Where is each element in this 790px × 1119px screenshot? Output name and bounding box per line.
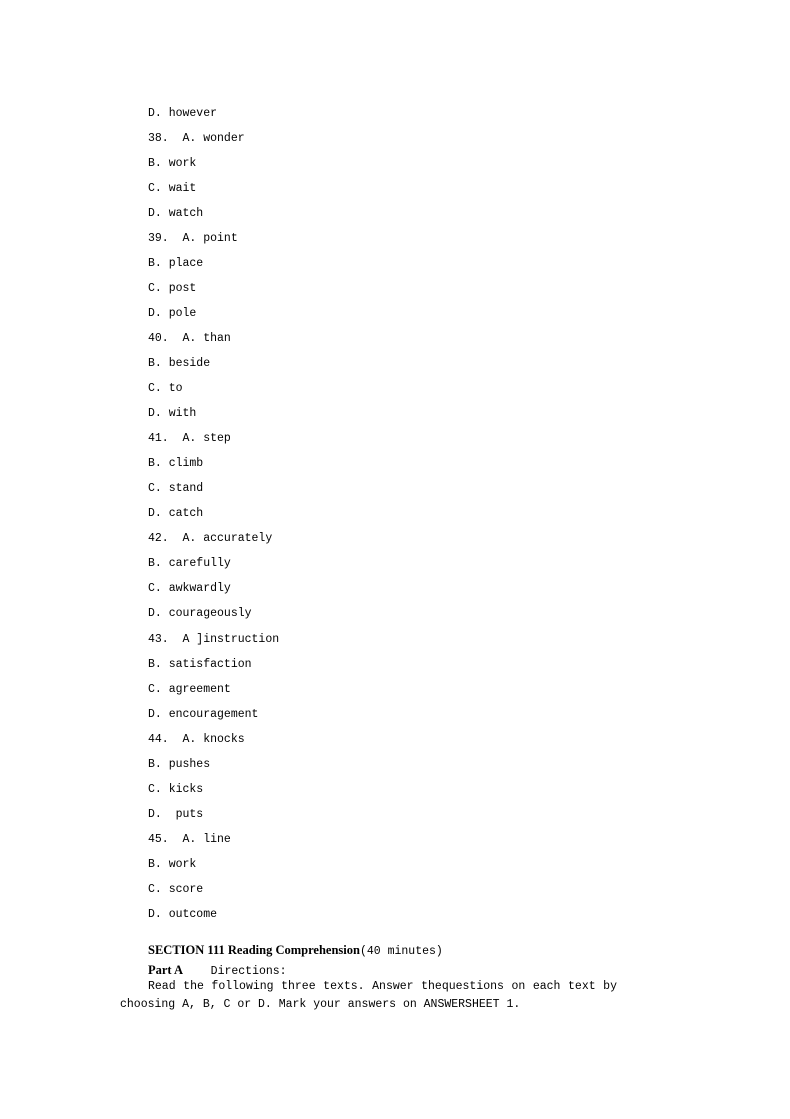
option-line: B. satisfaction (148, 658, 252, 671)
option-line: 45. A. line (148, 833, 231, 846)
option-line: B. carefully (148, 557, 231, 570)
option-line: B. pushes (148, 758, 211, 771)
option-line: C. to (148, 382, 183, 395)
option-line: D. outcome (148, 908, 218, 921)
option-line: D. watch (148, 207, 204, 220)
option-line: B. climb (148, 457, 204, 470)
option-line: D. courageously (148, 607, 252, 620)
option-line: C. wait (148, 182, 197, 195)
option-line: D. however (148, 107, 218, 120)
option-line: C. agreement (148, 683, 231, 696)
option-line: C. awkwardly (148, 582, 231, 595)
section-title: SECTION 111 Reading Comprehension (148, 943, 360, 957)
answer-options-list (148, 101, 279, 927)
option-line: B. beside (148, 357, 211, 370)
option-line: 43. A ]instruction (148, 633, 280, 646)
option-line: C. stand (148, 482, 204, 495)
option-line: C. score (148, 883, 204, 896)
option-line: 39. A. point (148, 232, 238, 245)
option-line: B. place (148, 257, 204, 270)
option-line: C. kicks (148, 783, 204, 796)
option-line: 42. A. accurately (148, 532, 273, 545)
option-line: 44. A. knocks (148, 733, 245, 746)
option-line: D. encouragement (148, 708, 259, 721)
option-line: D. catch (148, 507, 204, 520)
section-heading (148, 941, 443, 981)
option-line: D. puts (148, 808, 204, 821)
part-label: Part A (148, 963, 184, 977)
option-line: D. pole (148, 307, 197, 320)
section-time: (40 minutes) (359, 945, 443, 958)
option-line: 40. A. than (148, 332, 231, 345)
option-line: 38. A. wonder (148, 132, 245, 145)
directions-label: Directions: (210, 965, 287, 978)
option-line: B. work (148, 858, 197, 871)
directions-paragraph: Read the following three texts. Answer thequestions on each text by choosing A, B, C or D. Mark your answers on ANSWERSHEET 1. (120, 980, 617, 1011)
option-line: D. with (148, 407, 197, 420)
option-line: B. work (148, 157, 197, 170)
option-line: C. post (148, 282, 197, 295)
option-line: 41. A. step (148, 432, 231, 445)
